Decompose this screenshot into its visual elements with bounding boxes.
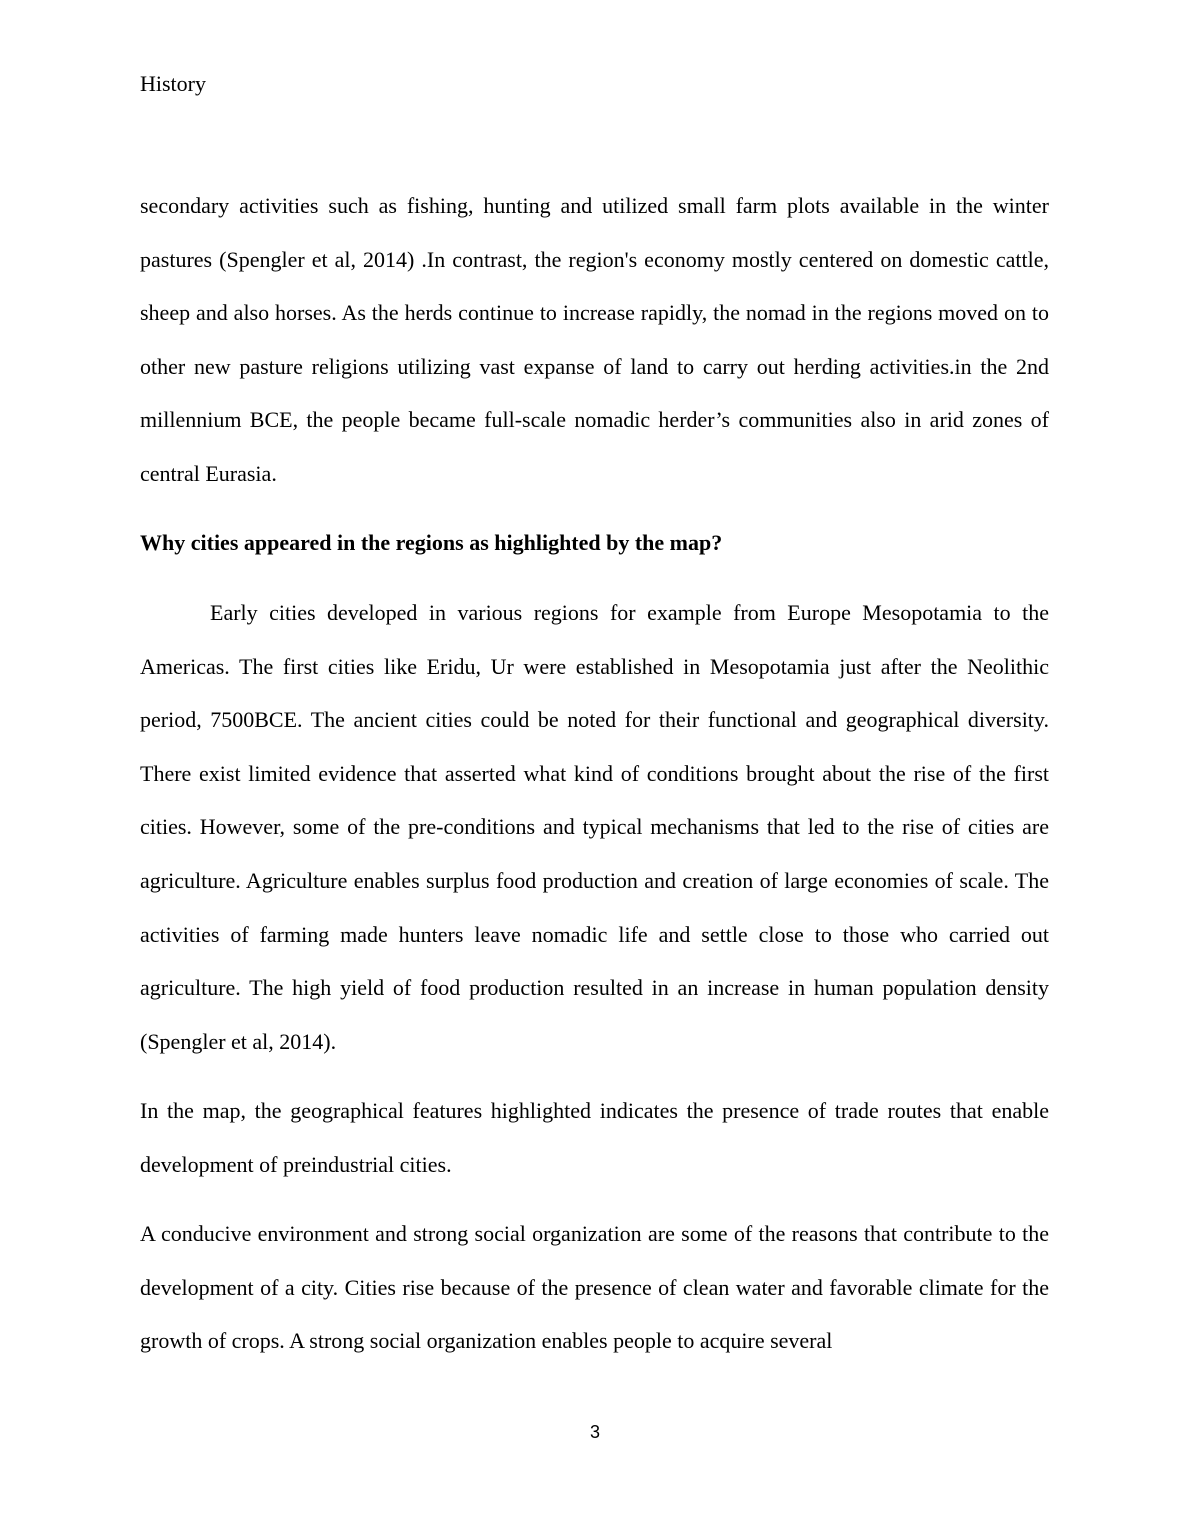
section-heading: Why cities appeared in the regions as highlighted by the map? [140, 530, 723, 555]
body-paragraph-4: A conducive environment and strong social organization are some of the reasons that contribute to the development of a city. Cities rise because of the presence of clean water and favorable climate for the growth of crops. A strong social organization enables people to acquire several [140, 1221, 1049, 1354]
body-paragraph-3: In the map, the geographical features highlighted indicates the presence of trade routes that enable development of preindustrial cities. [140, 1098, 1049, 1177]
body-paragraph-2: Early cities developed in various regions for example from Europe Mesopotamia to the Americas. The first cities like Eridu, Ur were established in Mesopotamia just after the Neolithic period, 7500BCE. The ancient cities could be noted for their functional and geographical diversity. There exist limited evidence that asserted what kind of conditions brought about the rise of the first cities. However, some of the pre-conditions and typical mechanisms that led to the rise of cities are agriculture. Agriculture enables surplus food production and creation of large economies of scale. The activities of farming made hunters leave nomadic life and settle close to those who carried out agriculture. The high yield of food production resulted in an increase in human population density (Spengler et al, 2014). [140, 600, 1049, 1054]
body-paragraph-1: secondary activities such as fishing, hunting and utilized small farm plots available in the winter pastures (Spengler et al, 2014) .In contrast, the region's economy mostly centered on domestic cattle, sheep and also horses. As the herds continue to increase rapidly, the nomad in the regions moved on to other new pasture religions utilizing vast expanse of land to carry out herding activities.in the 2nd millennium BCE, the people became full-scale nomadic herder’s communities also in arid zones of central Eurasia. [140, 193, 1049, 486]
page-number: 3 [589, 1422, 600, 1442]
running-header-title: History [140, 71, 206, 96]
